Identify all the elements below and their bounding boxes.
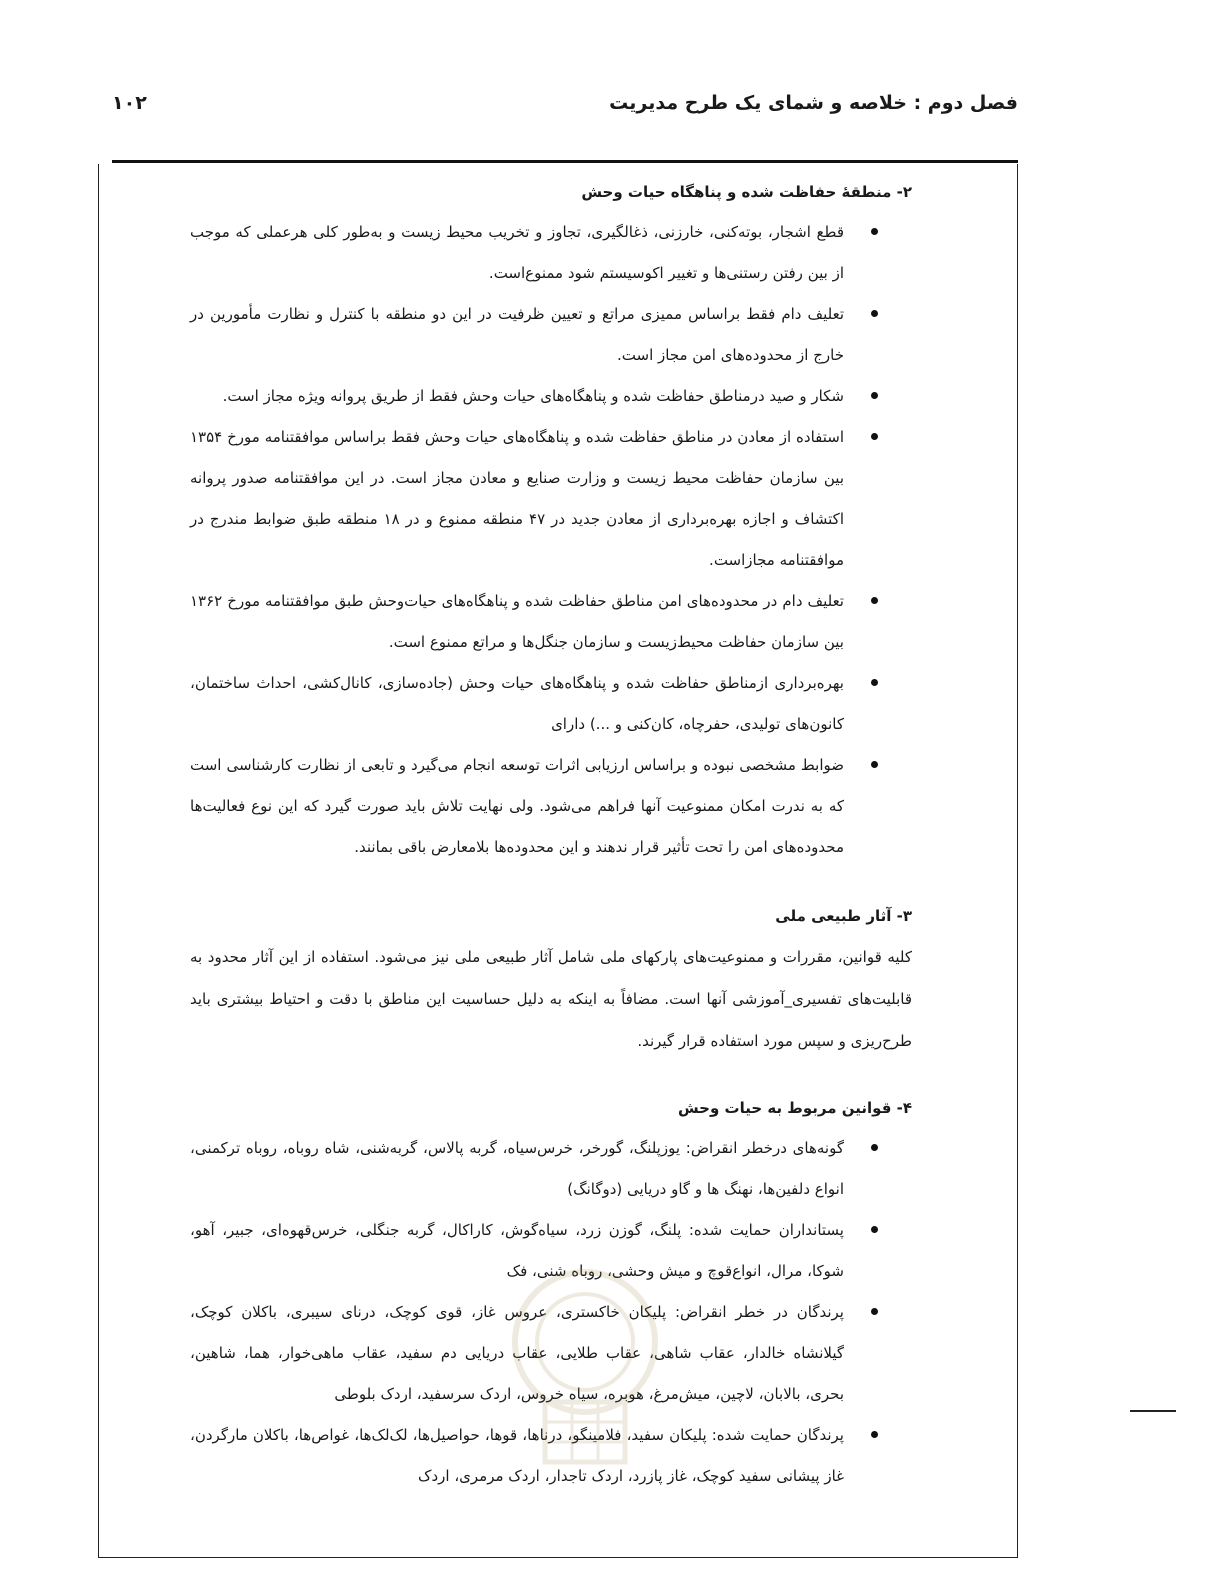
wildlife-laws-list: [190, 1128, 912, 1497]
list-item-text: پستانداران حمایت شده: پلنگ، گوزن زرد، سیاه‌گوش، کاراکال، گربه جنگلی، خرس‌قهوه‌ای، جبیر، آهو، شوکا، مرال، انواع‌قوچ و میش وحشی، روباه شنی، فک: [190, 1221, 844, 1280]
list-item: [190, 1210, 912, 1292]
bullet-icon: [871, 597, 878, 604]
list-item: [190, 663, 912, 745]
bullet-icon: [871, 1226, 878, 1233]
list-item: [190, 1415, 912, 1497]
list-item-text: قطع اشجار، بوته‌کنی، خارزنی، ذغالگیری، تجاوز و تخریب محیط زیست و به‌طور کلی هرعملی که موجب از بین رفتن رستنی‌ها و تغییر اکوسیستم شود ممنوع‌است.: [190, 223, 844, 282]
list-item-text: تعلیف دام در محدوده‌های امن مناطق حفاظت شده و پناهگاه‌های حیات‌وحش طبق موافقتنامه مورخ ۱۳۶۲ بین سازمان حفاظت محیط‌زیست و سازمان جنگل‌ها و مراتع ممنوع است.: [190, 592, 844, 651]
list-item-text: بهره‌برداری ازمناطق حفاظت شده و پناهگاه‌های حیات وحش (جاده‌سازی، کانال‌کشی، احداث ساختمان، کانون‌های تولیدی، حفرچاه، کان‌کنی و ...) دارای: [190, 674, 844, 733]
bullet-icon: [871, 1144, 878, 1151]
section-heading-protected-area: ۲- منطقهٔ حفاظت شده و پناهگاه حیات وحش: [581, 183, 912, 201]
bullet-icon: [871, 392, 878, 399]
margin-mark: [1130, 1410, 1176, 1412]
page-header: [112, 92, 1018, 126]
list-item: [190, 1292, 912, 1415]
bullet-icon: [871, 310, 878, 317]
bullet-icon: [871, 679, 878, 686]
protected-area-rules: [190, 212, 912, 868]
list-item-text: پرندگان حمایت شده: پلیکان سفید، فلامینگو، درناها، قوها، حواصیل‌ها، لک‌لک‌ها، غواص‌ها، باکلان مارگردن، غاز پیشانی سفید کوچک، غاز پازرد، اردک تاجدار، اردک مرمری، اردک: [190, 1426, 844, 1485]
bullet-icon: [871, 1308, 878, 1315]
list-item: [190, 417, 912, 581]
list-item-text: گونه‌های درخطر انقراض: یوزپلنگ، گورخر، خرس‌سیاه، گربه پالاس، گربه‌شنی، شاه روباه، روباه ترکمنی، انواع دلفین‌ها، نهنگ ها و گاو دریایی (دوگانگ): [190, 1139, 844, 1198]
bullet-icon: [871, 433, 878, 440]
chapter-title: فصل دوم : خلاصه و شمای یک طرح مدیریت: [609, 92, 1018, 114]
list-item: [190, 212, 912, 294]
list-item: [190, 376, 912, 417]
bullet-icon: [871, 1431, 878, 1438]
section-heading-wildlife-laws: ۴- قوانین مربوط به حیات وحش: [677, 1099, 912, 1117]
bullet-icon: [871, 228, 878, 235]
list-item-text: استفاده از معادن در مناطق حفاظت شده و پناهگاه‌های حیات وحش فقط براساس موافقتنامه مورخ ۱۳۵۴ بین سازمان حفاظت محیط زیست و وزارت صنایع و معادن مجاز است. در این موافقتنامه صدور پروانه اکتشاف و اجازه بهره‌برداری از معادن جدید در ۴۷ منطقه ممنوع و در ۱۸ منطقه طبق ضوابط مندرج در موافقتنامه مجازاست.: [190, 428, 844, 569]
section-heading-natural-monuments: ۳- آثار طبیعی ملی: [775, 907, 912, 925]
list-item-text: ضوابط مشخصی نبوده و براساس ارزیابی اثرات توسعه انجام می‌گیرد و تابعی از نظارت کارشناسی است که به ندرت امکان ممنوعیت آنها فراهم می‌شود. ولی نهایت تلاش باید صورت گیرد که این نوع فعالیت‌ها محدوده‌های امن را تحت تأثیر قرار ندهند و این محدوده‌ها بلامعارض باقی بمانند.: [190, 756, 844, 856]
list-item: [190, 294, 912, 376]
header-rule: [112, 160, 1018, 163]
page-number: ۱۰۲: [112, 92, 147, 114]
page-content: [190, 172, 912, 1497]
list-item-text: شکار و صید درمناطق حفاظت شده و پناهگاه‌های حیات وحش فقط از طریق پروانه ویژه مجاز است.: [222, 387, 844, 405]
list-item: [190, 581, 912, 663]
natural-monuments-paragraph: کلیه قوانین، مقررات و ممنوعیت‌های پارکهای ملی شامل آثار طبیعی ملی نیز می‌شود. استفاده از این آثار محدود به قابلیت‌های تفسیری_آموزشی آنها است. مضافاً به اینکه به دلیل حساسیت این مناطق با دقت و احتیاط بیشتری باید طرح‌ریزی و سپس مورد استفاده قرار گیرند.: [190, 948, 912, 1050]
list-item: [190, 1128, 912, 1210]
bullet-icon: [871, 761, 878, 768]
list-item-text: پرندگان در خطر انقراض: پلیکان خاکستری، عروس غاز، قوی کوچک، درنای سیبری، باکلان کوچک، گیلانشاه خالدار، عقاب شاهی، عقاب طلایی، عقاب دریایی دم سفید، عقاب ماهی‌خوار، هما، شاهین، بحری، بالابان، لاچین، میش‌مرغ، هوبره، سیاه خروس، اردک سرسفید، اردک بلوطی: [190, 1303, 844, 1403]
list-item-text: تعلیف دام فقط براساس ممیزی مراتع و تعیین ظرفیت در این دو منطقه با کنترل و نظارت مأمورین در خارج از محدوده‌های امن مجاز است.: [190, 305, 844, 364]
list-item: [190, 745, 912, 868]
